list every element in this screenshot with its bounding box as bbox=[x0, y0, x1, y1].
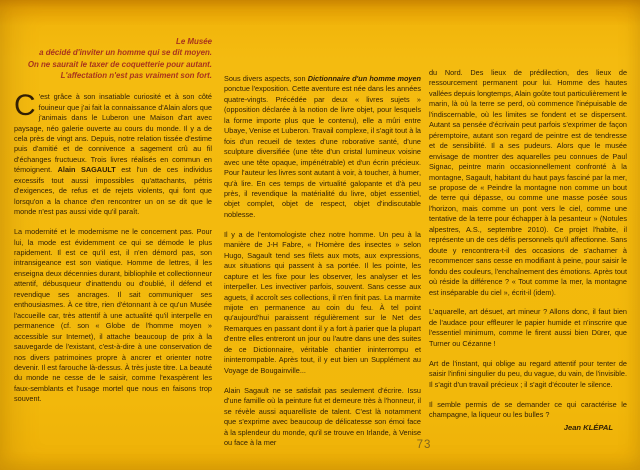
page-number: 73 bbox=[416, 439, 432, 451]
author-signature: Jean KLÉPAL bbox=[563, 422, 613, 432]
intro-line-4: L'affectation n'est pas vraiment son fort. bbox=[60, 70, 212, 80]
paragraph-col1-2: La modernité et le modernisme ne le concernent pas. Pour lui, la mode est évidemment ce qui se démode le plus rapidement. Il est ce qu'il est, il n'en démord pas, son intransigeance est son viatique. Homme de lettres, il les enseigna deux décennies durant, bibliophile et collectionneur attentif, débusqueur d'inattendu ou d'oublié, il défend et revendique ses ancrages. Il sait communiquer ses enthousiasmes. À ce titre, rien d'étonnant à ce qu'un Musée l'accueille car, très attentif à une actualité qu'il interpelle en permanence (cf. son « Globe de l'homme moyen » accessible sur Internet), il attache beaucoup de prix à la sauvegarde de l'existant, c'est-à-dire à une conservation de nos divers patrimoines propre à ancrer et orienter notre devenir. Il est farouche là-dessus. À très juste titre. La beauté du monde ne cesse de le saisir, comme l'exaspèrent les faux-semblants et l'usage mortel que nous en faisons trop souvent. bbox=[14, 227, 212, 404]
text-column-1 bbox=[14, 36, 212, 414]
text-column-3 bbox=[429, 68, 627, 433]
text-run-bold-italic: Dictionnaire d'un homme moyen bbox=[307, 74, 421, 83]
museum-intro bbox=[14, 36, 212, 81]
paragraph-col3-2: L'aquarelle, art désuet, art mineur ? Allons donc, il faut bien de l'audace pour effleurer le papier humide et n'inscrire que l'essentiel minimum, comme le firent aussi bien Dürer, que Turner ou Cézanne ! bbox=[429, 307, 627, 348]
text-run: Sous divers aspects, son bbox=[224, 74, 308, 83]
paragraph-col3-3: Art de l'instant, qui oblige au regard attentif pour tenter de saisir l'infini singulier du peu, du vague, du vain, de l'invisible. Il s'agit d'un travail précieux ; il s'agit d'écouter le silence. bbox=[429, 358, 627, 389]
paragraph-col1-1 bbox=[14, 89, 212, 217]
text-run-bold: Alain SAGAULT bbox=[57, 165, 116, 175]
paragraph-col3-4: Il semble permis de se demander ce qui caractérise le champagne, la liqueur ou les bulles ? bbox=[429, 399, 627, 420]
intro-line-3: On ne saurait le taxer de coquetterie pour autant. bbox=[27, 59, 212, 69]
text-column-2 bbox=[224, 74, 421, 458]
intro-line-1: Le Musée bbox=[176, 37, 212, 46]
drop-cap: C bbox=[14, 89, 36, 123]
paragraph-col2-1 bbox=[224, 74, 421, 220]
text-run: ponctue l'exposition. Cette aventure est née dans les années quatre-vingts. Précédée par deux « livres sujets » (opposition déclarée à la notion de livre objet, pour lesquels la forme importe plus que le contenu), elle a mûri entre Ubaye, Venise et Luberon. Travail complexe, il s'agit tout à la fois d'un recueil de textes d'une roborative santé, d'une sculpture diversifiée (une tête d'un cristal lumineux voisine avec une tête opaque, impénétrable) et d'un écrin précieux. Pour l'auteur les livres sont autant à voir, à toucher, à humer, qu'à lire. En ces temps de virtualité galopante et d'à peu près, il revendique la matérialité du livre, objet essentiel, objet complet, objet de respect, objet d'indiscutable noblesse. bbox=[224, 84, 421, 219]
intro-line-2: a décidé d'inviter un homme qui se dit moyen. bbox=[39, 48, 212, 58]
text-run: 'est grâce à son insatiable curiosité et à son côté fouineur que j'ai fait la connaissance d'Alain alors que j'animais dans le Luberon une Maison d'art avec paysage, néo galerie ouverte au cours du monde. Il y a de cela près de vingt ans. Depuis, notre relation tissée d'estime puis d'amitié et de connivence a sagement crû au fil d'échanges fructueux. Trois livres réalisés en commun en témoignent. bbox=[14, 92, 212, 175]
paragraph-col2-2: Il y a de l'entomologiste chez notre homme. Un peu à la manière de J-H Fabre, « l'Homère des insectes » selon Hugo, Sagault tend ses filets aux mots, aux expressions, aux situations qui passent à sa portée. Il les pointe, les capture et les fixe pour les observer, les analyser et les interpeller. Les invectiver parfois, souvent. Sans cesse aux aguets, il accroît ses collections, il n'en finit pas. La marmite mijote en permanence au coin du feu. À tel point qu'aujourd'hui paraissent régulièrement sur le Net des Remarques en passant dont il y a fort à parier que la plupart d'entre elles entreront un jour ou l'autre dans une des suites de ce Dictionnaire, véritable chantier ininterrompu et ininterrompable. Après tout, il y eut bien un Supplément au Voyage de Bougainville... bbox=[224, 229, 421, 375]
text-run: est l'un de ces individus excessifs tout aussi impossibles qu'attachants, pétris d'exigences, de refus et de rejets violents, qui font que lorsqu'on a la chance d'en rencontrer un on se dit que le monde n'est pas aussi vide qu'il paraît. bbox=[14, 165, 212, 217]
paragraph-col3-1: du Nord. Des lieux de prédilection, des lieux de ressourcement permanent pour lui. Homme des hautes vallées depuis longtemps, Alain goûte tout particulièrement le marin, là où la terre se perd, où commence l'inépuisable de l'indiscernable, où les limites se fondent et se dispersent. Autant sa pensée d'écrivain peut parfois s'exprimer de façon péremptoire, autant son regard de peintre est de tendresse et de sensibilité. Il a ses pudeurs. Alors que le musée envisage de montrer des aquarelles peu connues de Paul Signac, peintre marin occasionnellement confronté à la montagne, Sagault, habitant du haut pays fasciné par la mer, se propose de « Peindre la montagne non comme un bout de terre qui dépasse, ou comme une masse posée sous l'horizon, mais comme un pont vers le ciel, comme une tentative de la terre pour échapper à la pesanteur » (Notules alpestres, A.S., septembre 2010). Ce projet l'habite, il représente un de ces défis personnels qu'il affectionne. Sans doute y rencontrera-t-il des occasions de s'acharner à recommencer sans cesse en modifiant à peine, pour saisir le fondu des couleurs, l'enchaînement des émotions. Après tout où réside la différence ? « Tout comme la mer, la montagne est inséparable du ciel », écrit-il (idem). bbox=[429, 68, 627, 297]
paragraph-col2-3: Alain Sagault ne se satisfait pas seulement d'écrire. Issu d'une famille où la peinture fut et demeure très à l'honneur, il se révèle aussi aquarelliste de talent. C'est là notamment que s'exprime avec beaucoup de délicatesse son émoi face à la splendeur du monde, qu'il se trouve en Irlande, à Venise ou face à la mer bbox=[224, 385, 421, 447]
